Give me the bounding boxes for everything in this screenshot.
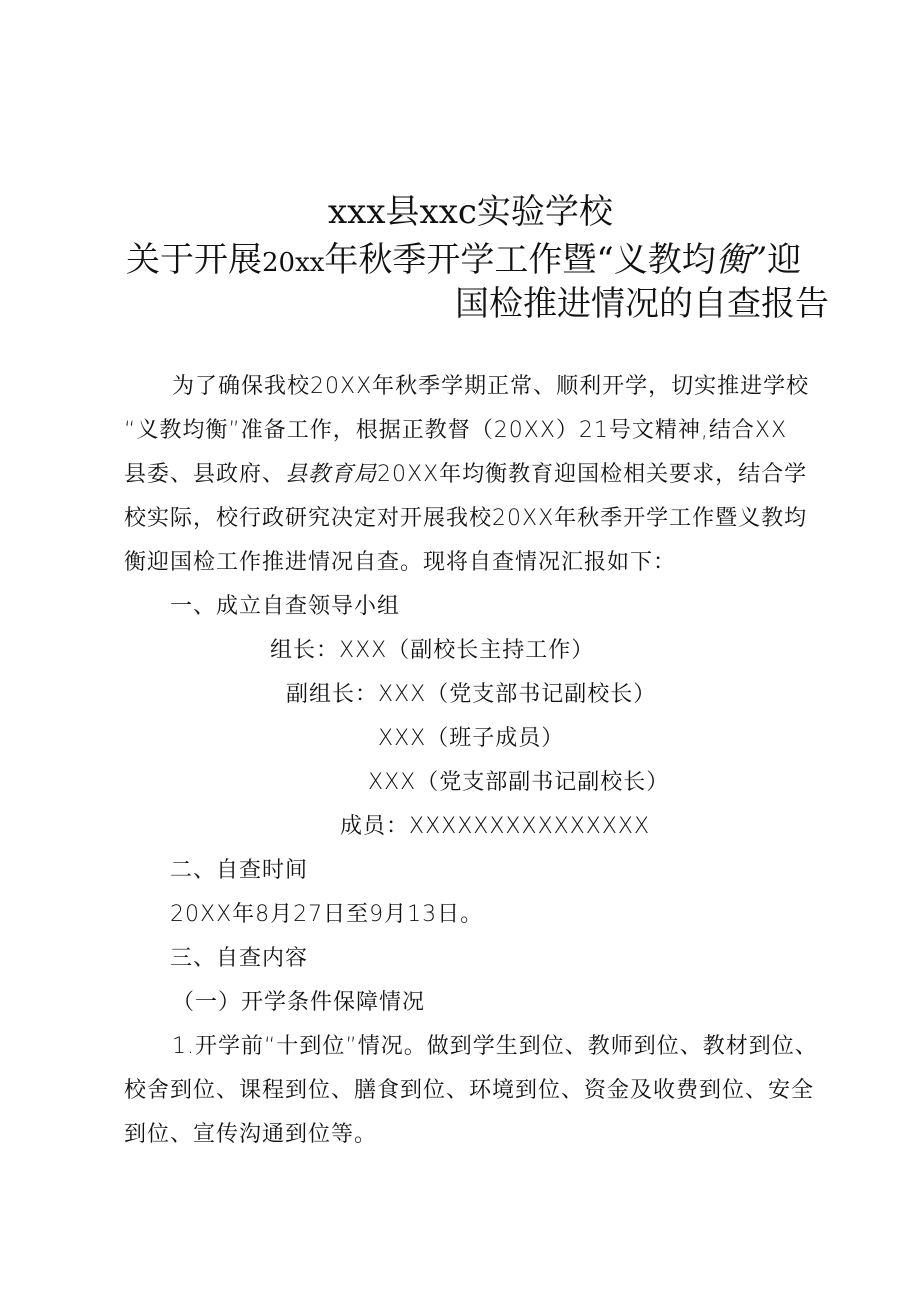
section-heading-2: 二、自查时间 bbox=[170, 858, 309, 883]
title-line-3: 国检推进情况的自查报告 bbox=[455, 284, 829, 324]
deputy-line-1: 副组长：XXX（党支部书记副校长） bbox=[286, 682, 657, 707]
paragraph-1-line-2: “义教均衡”准备工作，根据正教督（20XX）21号文精神,结合XX bbox=[124, 418, 788, 443]
paragraph-1-line-3-part-b: 20XX年均衡教育迎国检相关要求，结合学 bbox=[377, 462, 808, 487]
title-line-2 bbox=[126, 238, 801, 285]
paragraph-1-line-3-italic: 县教育局 bbox=[285, 462, 378, 487]
item-1-line-2: 校舍到位、课程到位、膳食到位、环境到位、资金及收费到位、安全 bbox=[124, 1078, 815, 1103]
title-line-1: xxx县xxc实验学校 bbox=[328, 192, 613, 232]
leader-line: 组长：XXX（副校长主持工作） bbox=[270, 638, 595, 663]
title-line-2-year: 20xx bbox=[262, 248, 325, 278]
members-line: 成员：XXXXXXXXXXXXXXX bbox=[340, 814, 651, 839]
title-line-2-part-c: 迎 bbox=[767, 240, 802, 280]
item-1-line-1: 1.开学前“十到位”情况。做到学生到位、教师到位、教材到位、 bbox=[172, 1034, 818, 1059]
item-1-line-3: 到位、宣传沟通到位等。 bbox=[124, 1122, 378, 1147]
title-line-2-italic: 衡” bbox=[715, 240, 768, 280]
deputy-line-3: XXX（党支部副书记副校长） bbox=[368, 770, 670, 795]
section-heading-3: 三、自查内容 bbox=[170, 946, 309, 971]
time-line: 20XX年8月27日至9月13日。 bbox=[170, 902, 484, 927]
paragraph-1-line-1: 为了确保我校20XX年秋季学期正常、顺利开学，切实推进学校 bbox=[172, 374, 810, 399]
paragraph-1-line-3-part-a: 县委、县政府、 bbox=[124, 462, 286, 487]
deputy-line-2: XXX（班子成员） bbox=[378, 726, 565, 751]
paragraph-1-line-5: 衡迎国检工作推进情况自查。现将自查情况汇报如下： bbox=[124, 550, 677, 575]
paragraph-1-line-4: 校实际，校行政研究决定对开展我校20XX年秋季开学工作暨义教均 bbox=[124, 506, 808, 531]
title-line-2-part-b: 年秋季开学工作暨“义教均 bbox=[324, 240, 716, 280]
subsection-heading-1: （一）开学条件保障情况 bbox=[172, 990, 426, 1015]
title-line-2-part-a: 关于开展 bbox=[126, 240, 262, 280]
section-heading-1: 一、成立自查领导小组 bbox=[170, 594, 401, 619]
paragraph-1-line-3 bbox=[124, 460, 807, 490]
